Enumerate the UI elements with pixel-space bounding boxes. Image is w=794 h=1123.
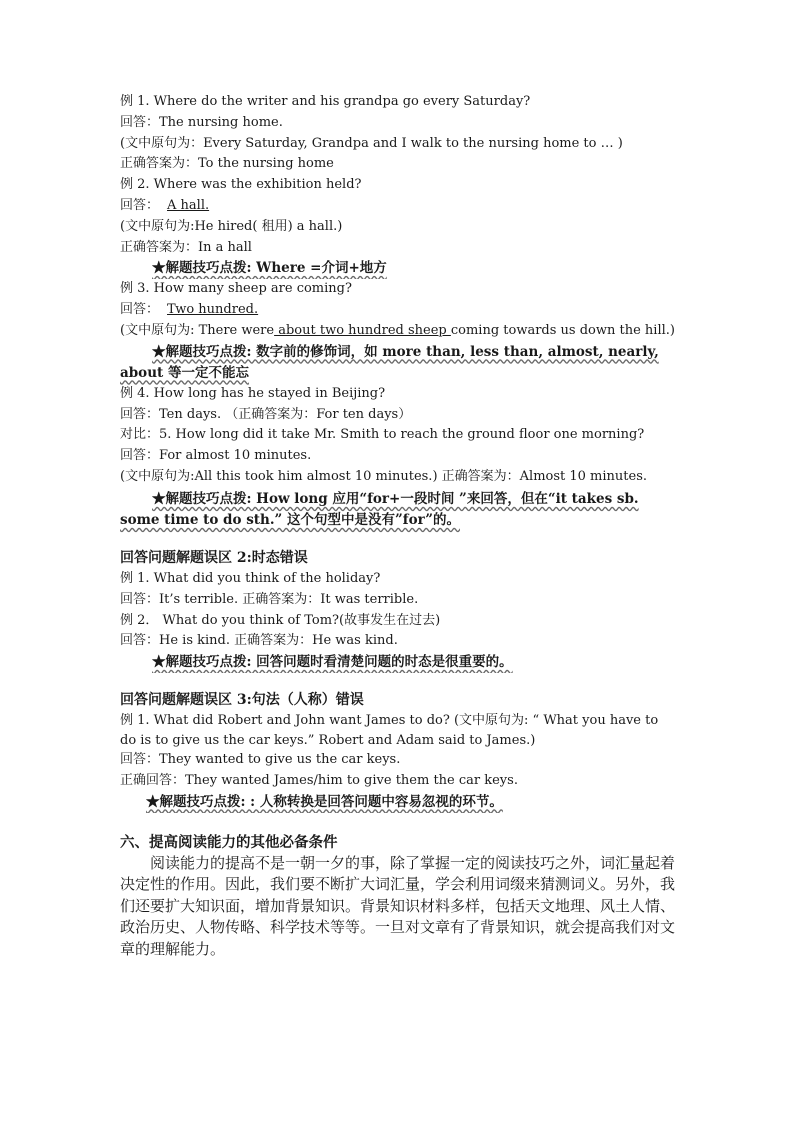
- example-5-answer: [120, 446, 676, 467]
- tip-1-text: ★解题技巧点拨: Where =介词+地方: [152, 260, 387, 277]
- example-4-question: 例 4. How long has he stayed in Beijing?: [120, 385, 386, 401]
- answer-text: For almost 10 minutes.: [159, 448, 312, 464]
- section-2-example-1-answer: 回答：It’s terrible. 正确答案为：It was terrible.: [120, 591, 419, 607]
- section-2-tip: [120, 652, 676, 673]
- example-1-question: 例 1. Where do the writer and his grandpa go every Saturday?: [120, 94, 531, 109]
- section-2-example-1-question: 例 1. What did you think of the holiday?: [120, 570, 381, 586]
- example-5-question: 对比：5. How long did it take Mr. Smith to reach the ground floor one morning?: [120, 427, 645, 443]
- section-2-example-2-answer: 回答：He is kind. 正确答案为：He was kind.: [120, 633, 398, 649]
- example-5-original: (文中原句为:All this took him almost 10 minutes.) 正确答案为：Almost 10 minutes.: [120, 468, 647, 484]
- answer-prefix: 回答：: [120, 406, 160, 422]
- example-3-answer: [120, 300, 676, 321]
- section-2-example-2-question: 例 2． What do you think of Tom?(故事发生在过去): [120, 612, 441, 628]
- section-2-title: 回答问题解题误区 2:时态错误: [120, 549, 308, 566]
- tip-2: [120, 342, 676, 384]
- example-1-correct: 正确答案为：To the nursing home: [120, 156, 334, 172]
- original-part-b: coming towards us down the hill.): [450, 322, 675, 338]
- answer-text-underlined: A hall.: [167, 197, 210, 213]
- example-2-answer: [120, 196, 676, 217]
- section-6-title: 六、提高阅读能力的其他必备条件: [120, 833, 338, 851]
- original-part-a: (文中原句为: There were: [120, 322, 275, 338]
- answer-prefix: 回答：: [120, 114, 160, 130]
- answer-prefix: 回答：: [120, 197, 160, 213]
- section-6-paragraph: 阅读能力的提高不是一朝一夕的事，除了掌握一定的阅读技巧之外，词汇量起着决定性的作用。因此，我们要不断扩大词汇量，学会利用词缀来猜测词义。另外，我们还要扩大知识面，增加背景知识。背景知识材料多样，包括天文地理、风土人情、政治历史、人物传略、科学技术等等。一旦对文章有了背景知识，就会提高我们对文章的理解能力。: [120, 853, 676, 958]
- section-3-tip-text: ★解题技巧点拨: : 人称转换是回答问题中容易忽视的环节。: [146, 793, 503, 810]
- answer-text: The nursing home.: [159, 114, 283, 130]
- answer-text-underlined: Two hundred.: [167, 302, 259, 318]
- section-3-example-1-question: 例 1. What did Robert and John want James to do? (文中原句为: “ What you have to do is to give us the car keys.” Robert and Adam said to James.): [120, 713, 659, 748]
- tip-3-text: ★解题技巧点拨: How long 应用“for+一段时间 ”来回答，但在“it takes sb. some time to do sth.” 这个句型中是没有”for”的。: [120, 490, 639, 528]
- example-1-original: (文中原句为：Every Saturday, Grandpa and I walk to the nursing home to … ): [120, 135, 623, 151]
- original-underlined: about two hundred sheep: [274, 322, 451, 338]
- section-2-tip-text: ★解题技巧点拨: 回答问题时看清楚问题的时态是很重要的。: [152, 654, 513, 671]
- tip-2-text: ★解题技巧点拨: 数字前的修饰词，如 more than, less than, almost, nearly, about 等一定不能忘: [120, 343, 659, 381]
- section-3-example-1-answer: 回答：They wanted to give us the car keys.: [120, 752, 401, 768]
- section-3-title: 回答问题解题误区 3:句法（人称）错误: [120, 692, 364, 709]
- example-2-original: (文中原句为:He hired( 租用) a hall.): [120, 218, 343, 234]
- tip-1: [120, 258, 676, 279]
- example-2-question: 例 2. Where was the exhibition held?: [120, 177, 362, 193]
- example-3-original: [120, 321, 676, 342]
- answer-prefix: 回答：: [120, 448, 160, 464]
- example-3-question: 例 3. How many sheep are coming?: [120, 281, 352, 297]
- answer-text: Ten days. （正确答案为：For ten days）: [159, 406, 412, 422]
- answer-prefix: 回答：: [120, 302, 160, 318]
- document-content: [120, 92, 676, 960]
- example-2-correct: 正确答案为：In a hall: [120, 239, 252, 255]
- section-3-tip: [120, 792, 676, 813]
- section-3-example-1-correct: 正确回答：They wanted James/him to give them the car keys.: [120, 772, 518, 788]
- tip-3: [120, 489, 676, 531]
- example-4-answer: [120, 405, 676, 426]
- example-1-answer: [120, 113, 676, 134]
